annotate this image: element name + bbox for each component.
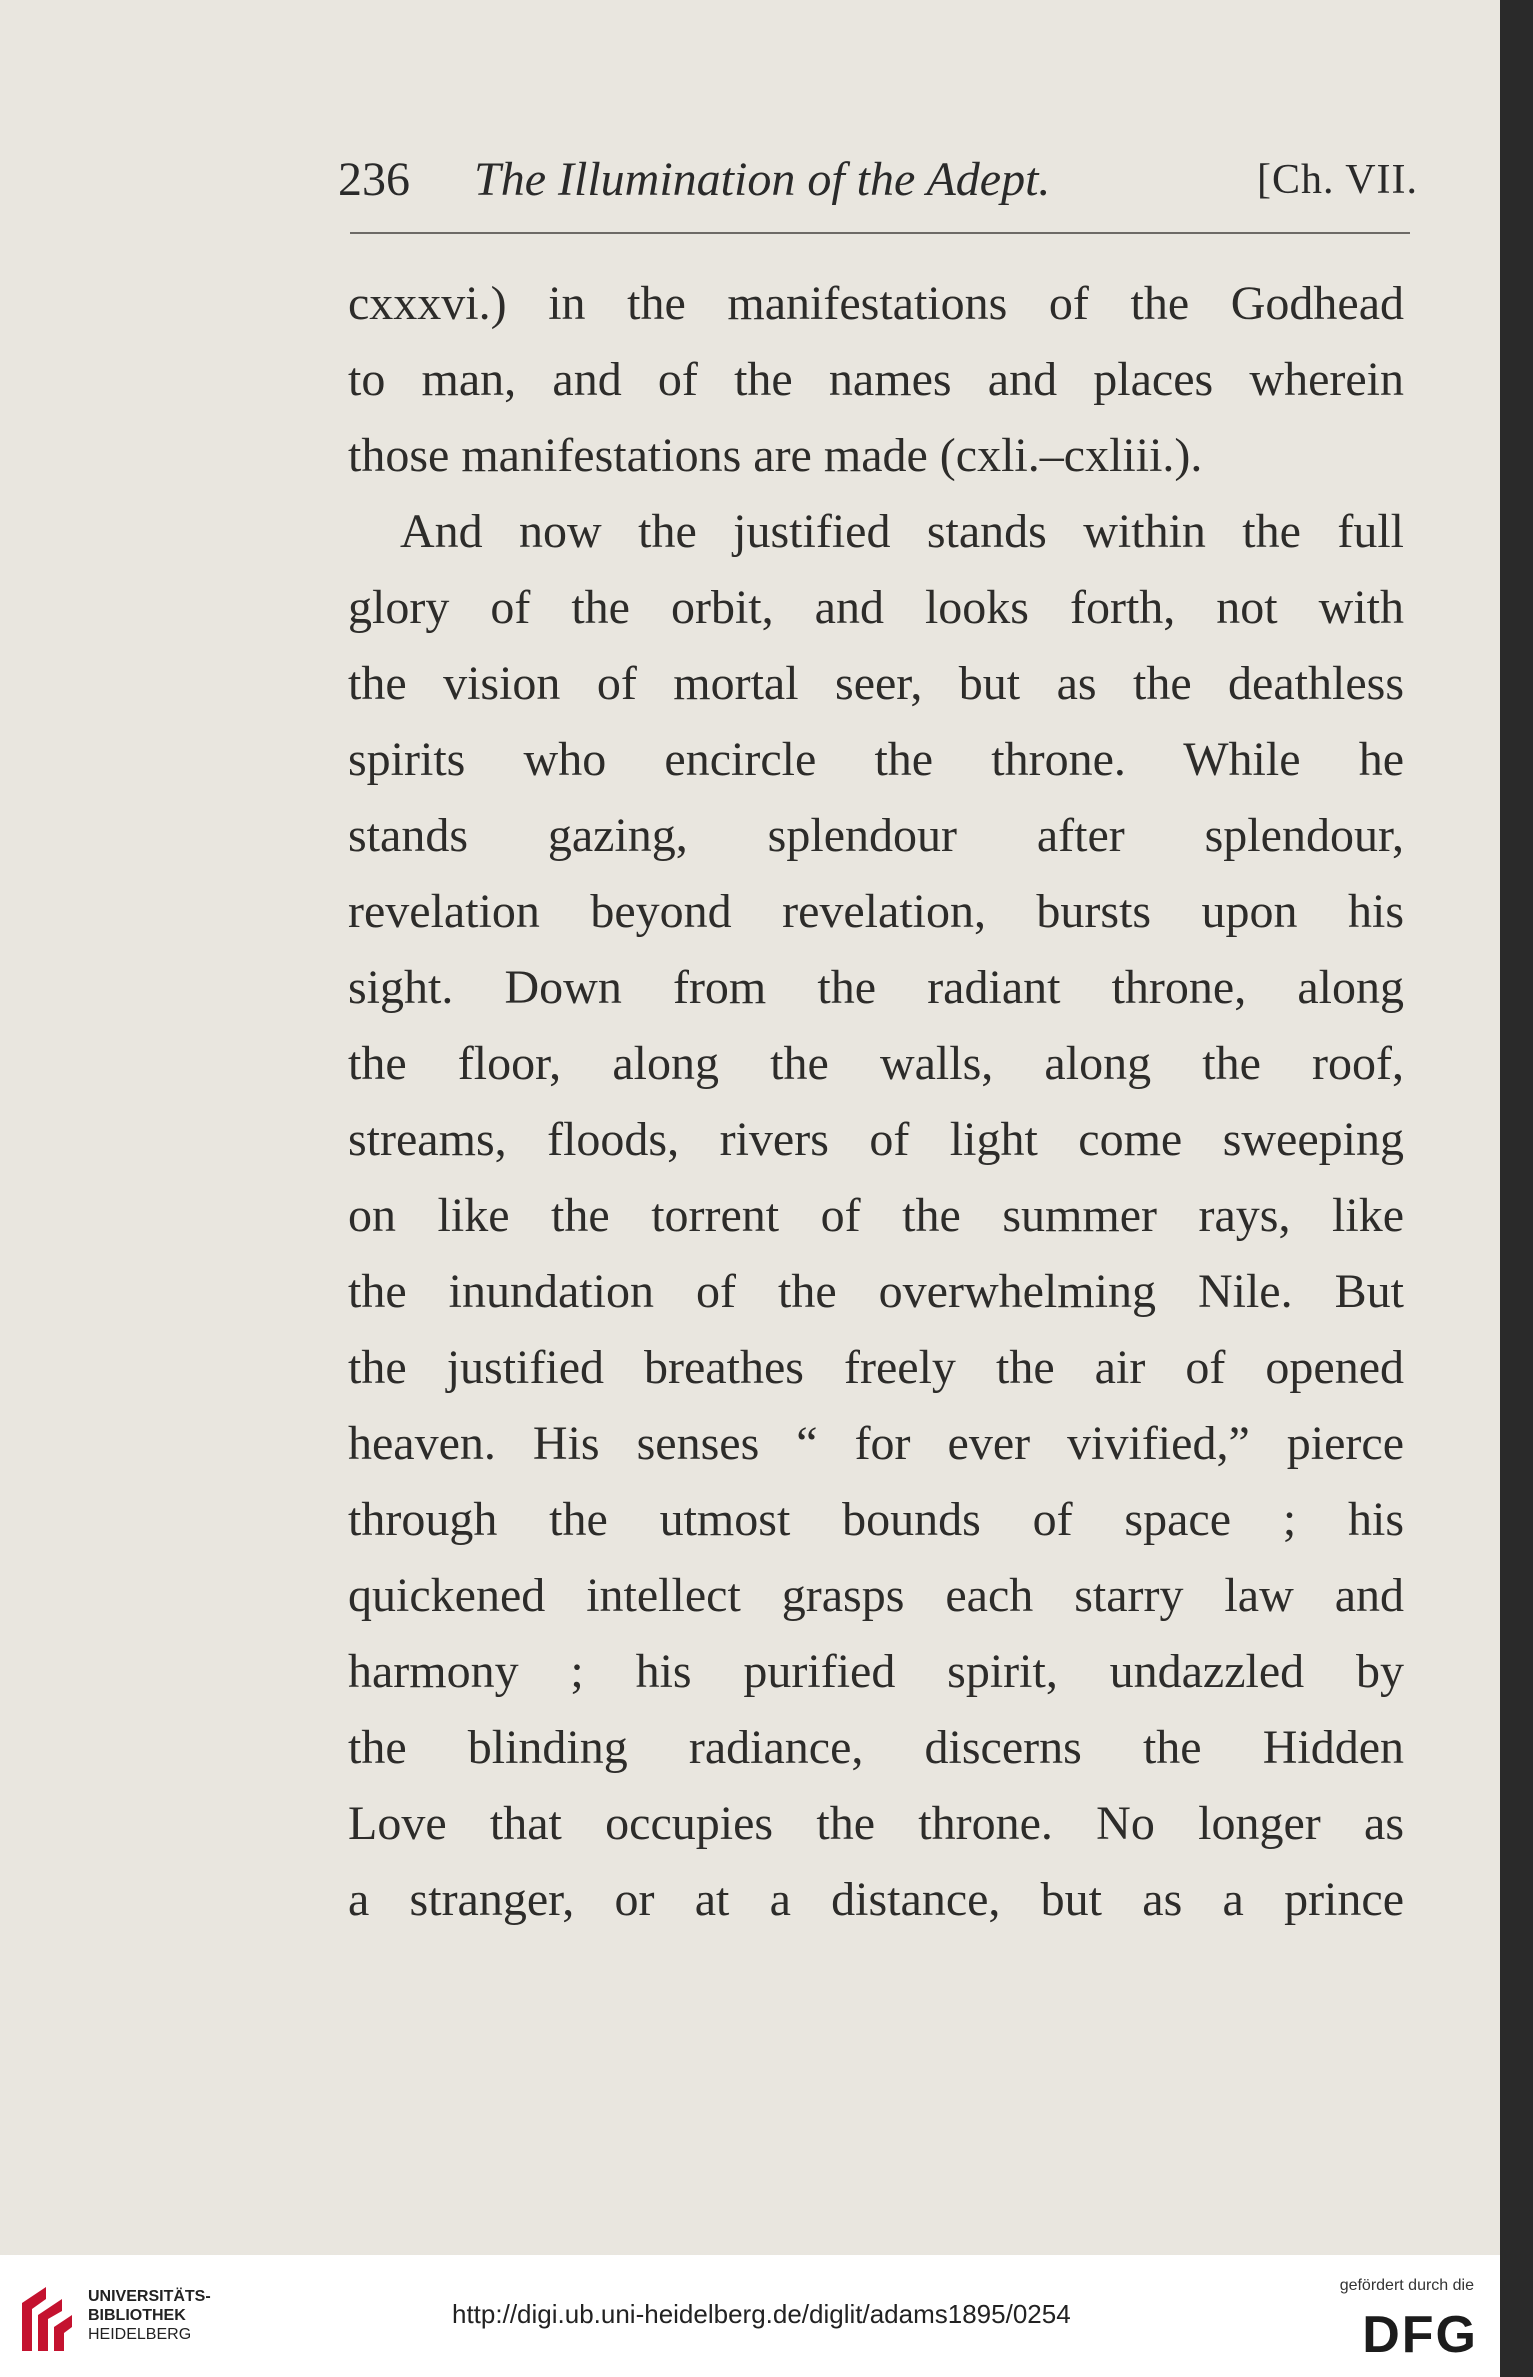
sponsor-text: gefördert durch die [1339,2277,1474,2294]
running-title: The Illumination of the Adept. [474,153,1051,206]
text-line: the blinding radiance, discerns the Hidden [348,1721,1404,1774]
library-name-line: BIBLIOTHEK [88,2307,186,2324]
text-line: spirits who encircle the throne. While he [348,733,1404,786]
text-line: through the utmost bounds of space ; his [348,1493,1404,1546]
permalink-url[interactable]: http://digi.ub.uni-heidelberg.de/diglit/adams1895/0254 [452,2299,1071,2329]
page-number: 236 [338,153,410,206]
text-line: a stranger, or at a distance, but as a prince [348,1873,1404,1926]
text-line: the inundation of the overwhelming Nile. But [348,1265,1404,1318]
text-line: glory of the orbit, and looks forth, not with [348,581,1404,634]
text-line: sight. Down from the radiant throne, along [348,961,1404,1014]
text-line: the floor, along the walls, along the roof, [348,1037,1404,1090]
digitization-footer [0,2255,1500,2377]
text-line: the justified breathes freely the air of opened [348,1341,1404,1394]
text-line: harmony ; his purified spirit, undazzled by [348,1645,1404,1698]
text-line: cxxxvi.) in the manifestations of the Godhead [348,277,1404,330]
text-line: on like the torrent of the summer rays, like [348,1189,1404,1242]
library-name-line: UNIVERSITÄTS- [88,2288,211,2305]
text-line: quickened intellect grasps each starry law and [348,1569,1404,1622]
text-line: streams, floods, rivers of light come sweeping [348,1113,1404,1166]
dfg-logo: DFG [1362,2306,1478,2364]
text-line: And now the justified stands within the full [400,505,1404,558]
body-text [348,266,1404,1938]
text-line: stands gazing, splendour after splendour, [348,809,1404,862]
library-name [88,2287,211,2344]
text-line: the vision of mortal seer, but as the deathless [348,657,1404,710]
running-head [338,152,1418,212]
chapter-marker: [Ch. VII. [1256,157,1418,203]
text-line: Love that occupies the throne. No longer as [348,1797,1404,1850]
university-library-logo-icon [16,2281,74,2353]
library-name-line: HEIDELBERG [88,2326,192,2343]
text-line: to man, and of the names and places wherein [348,353,1404,406]
text-line: those manifestations are made (cxli.–cxliii.). [348,429,1203,482]
scan-edge-shadow [1500,0,1533,2377]
header-rule [350,232,1410,234]
text-line: heaven. His senses “ for ever vivified,” pierce [348,1417,1404,1470]
text-line: revelation beyond revelation, bursts upon his [348,885,1404,938]
